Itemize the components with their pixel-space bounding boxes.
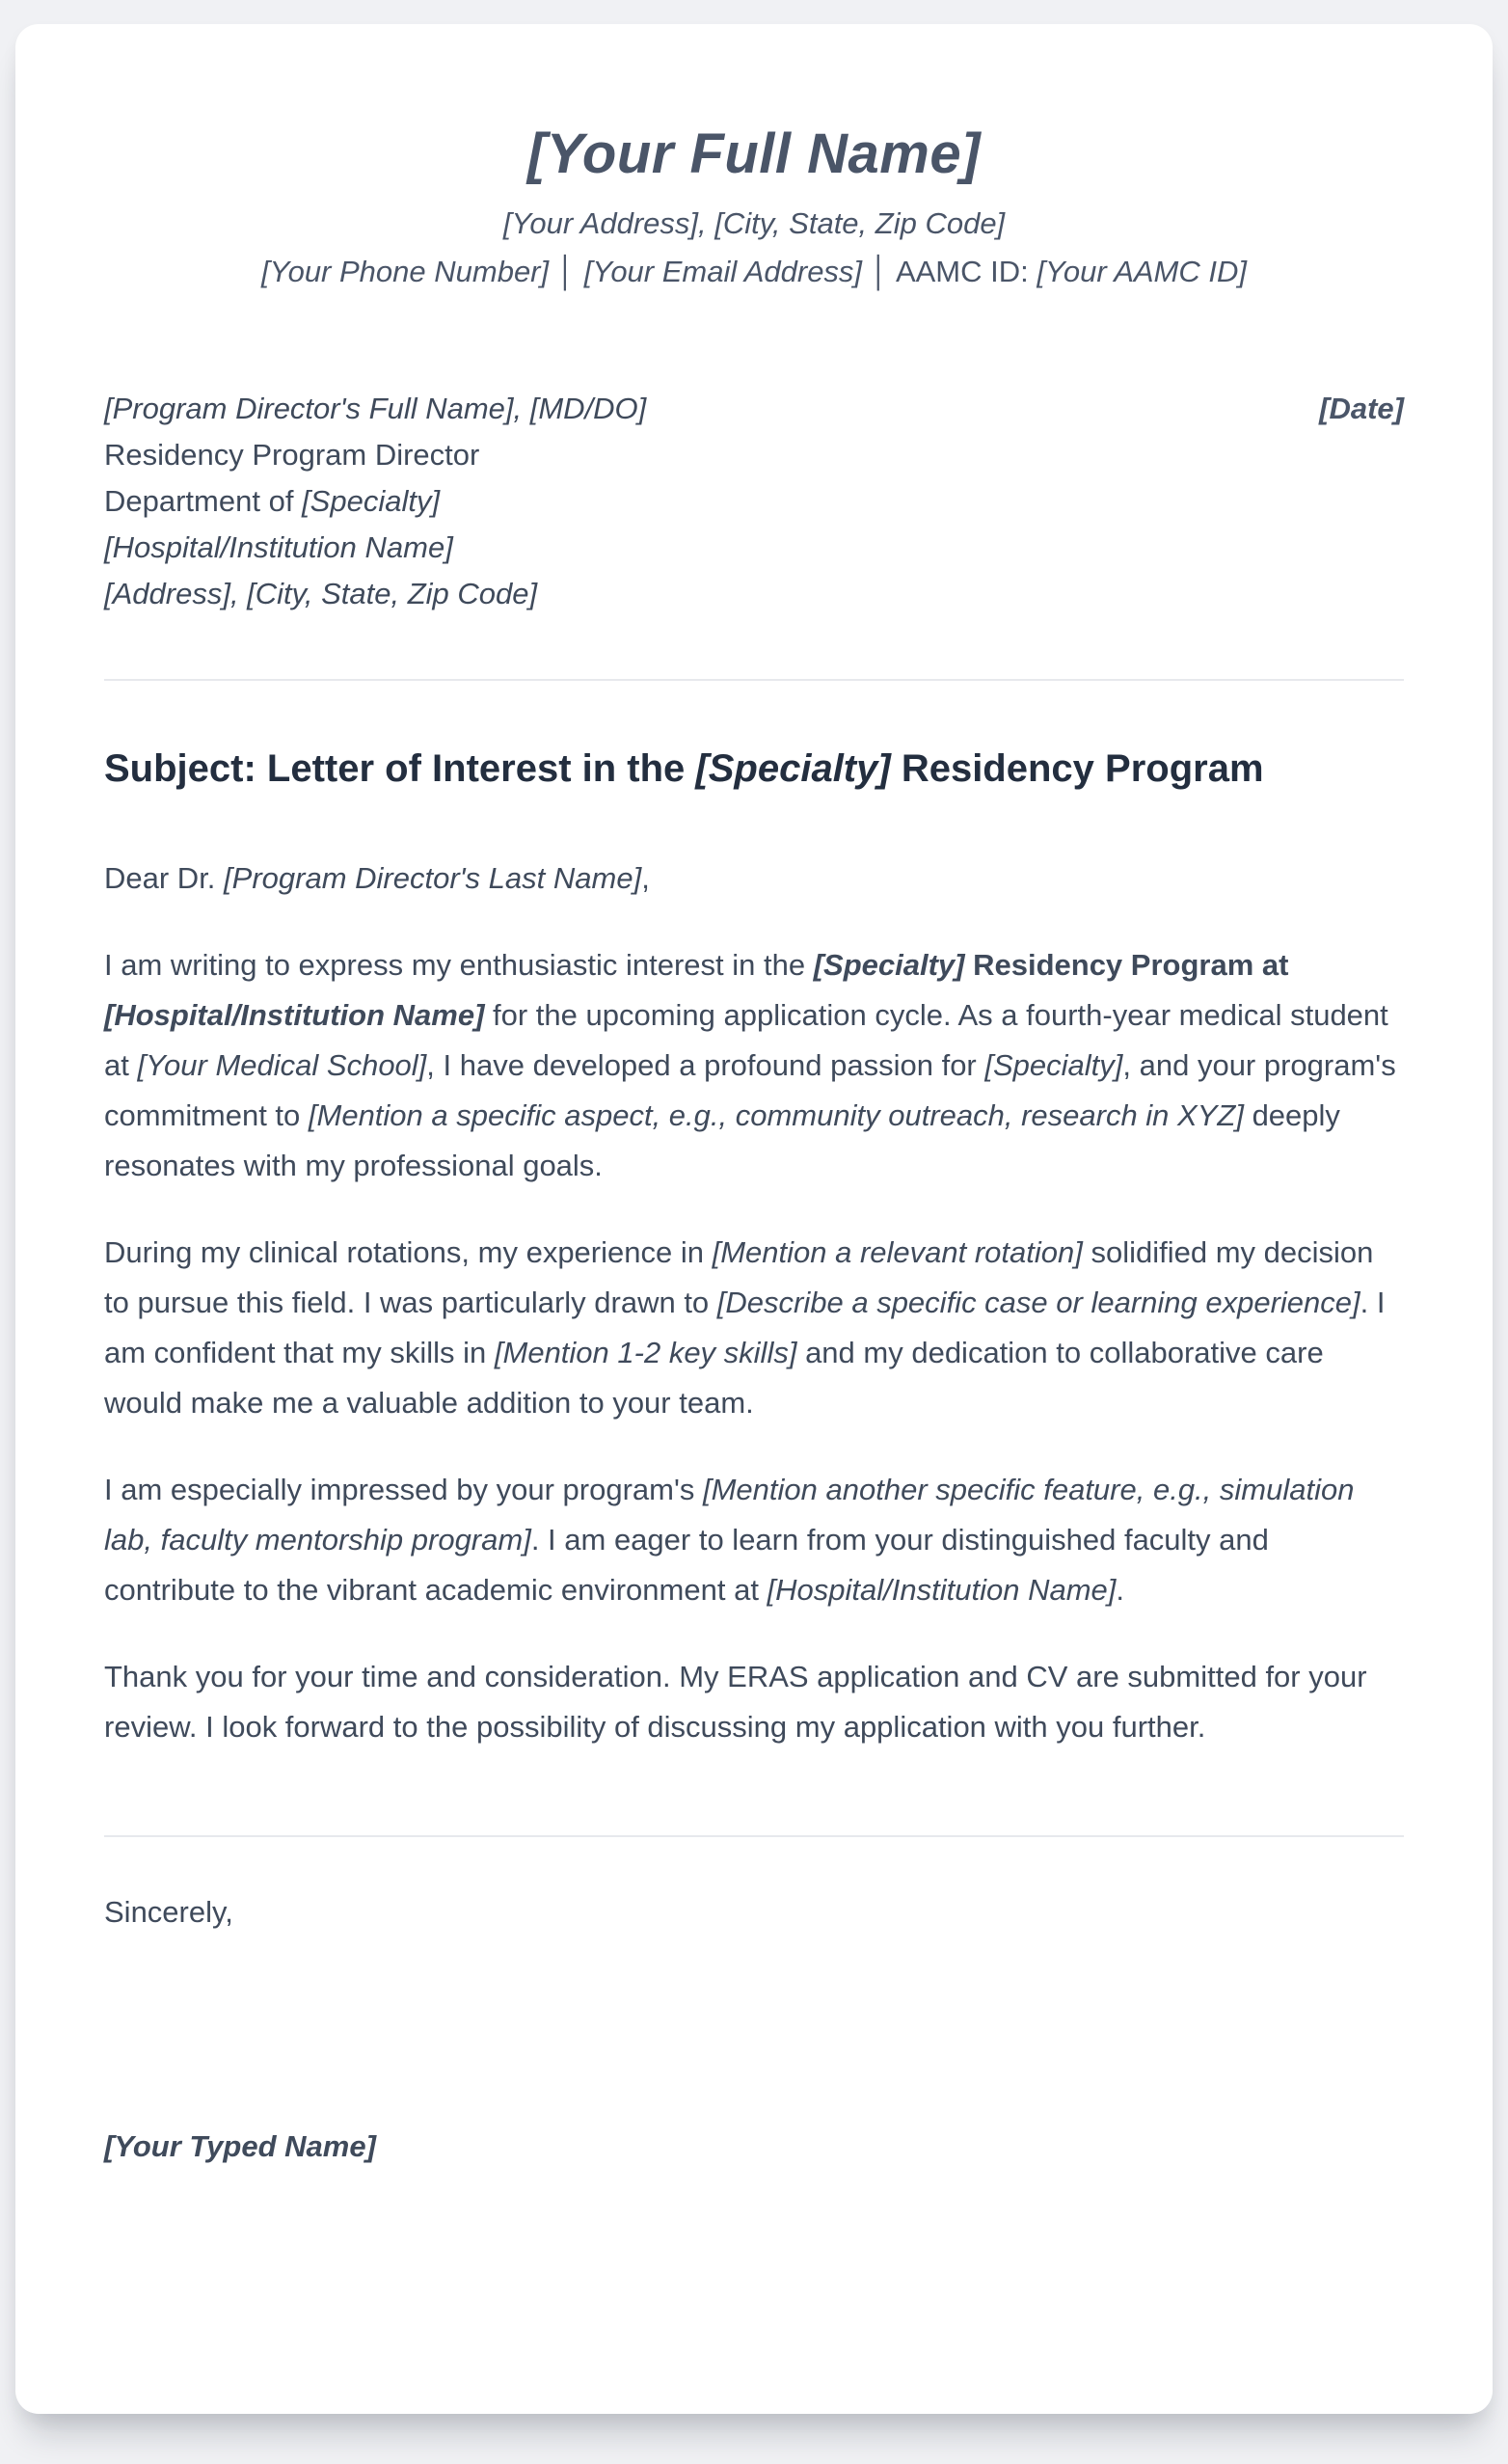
- body-paragraph-2: [104, 1228, 1404, 1428]
- text-segment: [Hospital/Institution Name]: [104, 530, 453, 564]
- text-segment: [Your Address], [City, State, Zip Code]: [502, 206, 1006, 240]
- recipient-address: [104, 571, 1404, 617]
- bottom-divider: [104, 1835, 1404, 1837]
- text-segment: [Specialty]: [695, 747, 891, 790]
- applicant-name-heading: [Your Full Name]: [527, 122, 981, 185]
- body-paragraph-3: [104, 1465, 1404, 1615]
- text-segment: Thank you for your time and consideration. My ERAS application and CV are submitted for your review. I look forward to the possibility of discussing my application with you further.: [104, 1660, 1367, 1744]
- text-segment: [Address], [City, State, Zip Code]: [104, 577, 538, 610]
- body-paragraph-4: [104, 1652, 1404, 1752]
- applicant-contact-line: [104, 248, 1404, 296]
- subject-line: [104, 745, 1404, 792]
- text-segment: Department of: [104, 484, 303, 518]
- text-segment: , I have developed a profound passion for: [426, 1048, 985, 1082]
- text-segment: [Specialty]: [984, 1048, 1123, 1082]
- text-segment: [Mention another specific feature, e.g., simulation lab, faculty mentorship program]: [104, 1473, 1355, 1557]
- text-segment: solidified my decision to pursue this field. I was particularly drawn to: [104, 1235, 1374, 1319]
- letter-document: [15, 24, 1493, 2414]
- text-segment: . I am confident that my skills in: [104, 1286, 1386, 1369]
- text-segment: [Mention 1-2 key skills]: [494, 1336, 797, 1369]
- text-segment: for the upcoming application cycle. As a fourth-year medical student at: [104, 998, 1388, 1082]
- text-segment: , and your program's commitment to: [104, 1048, 1396, 1132]
- text-segment: deeply resonates with my professional goals.: [104, 1098, 1340, 1182]
- letter-header: [104, 121, 1404, 296]
- recipient-name-date-row: [104, 386, 1404, 432]
- signature-typed-name: [Your Typed Name]: [104, 2129, 376, 2163]
- text-segment: . I am eager to learn from your distinguished faculty and contribute to the vibrant academic environment at: [104, 1523, 1269, 1607]
- letter-date: [Date]: [1319, 392, 1404, 425]
- text-segment: │: [862, 255, 896, 288]
- text-segment: [Hospital/Institution Name]: [767, 1573, 1117, 1607]
- text-segment: [Specialty]: [813, 948, 965, 982]
- text-segment: Dear Dr.: [104, 861, 225, 895]
- closing-salutation: Sincerely,: [104, 1895, 233, 1929]
- recipient-title: [104, 432, 1404, 478]
- recipient-name: [104, 386, 646, 432]
- applicant-address-line: [104, 200, 1404, 248]
- text-segment: [Hospital/Institution Name]: [104, 998, 485, 1032]
- body-paragraph-1: [104, 940, 1404, 1191]
- text-segment: [Specialty]: [302, 484, 441, 518]
- text-segment: During my clinical rotations, my experience in: [104, 1235, 713, 1269]
- text-segment: Residency Program at: [964, 948, 1289, 982]
- text-segment: [Mention a relevant rotation]: [712, 1235, 1083, 1269]
- text-segment: and my dedication to collaborative care would make me a valuable addition to your team.: [104, 1336, 1324, 1420]
- text-segment: [Your AAMC ID]: [1037, 255, 1247, 288]
- text-segment: .: [1116, 1573, 1124, 1607]
- text-segment: ,: [641, 861, 650, 895]
- text-segment: [Your Email Address]: [583, 255, 863, 288]
- text-segment: [Describe a specific case or learning experience]: [716, 1286, 1360, 1319]
- text-segment: [Your Medical School]: [137, 1048, 427, 1082]
- salutation: [104, 853, 1404, 904]
- text-segment: [Program Director's Last Name]: [224, 861, 642, 895]
- recipient-block: [104, 386, 1404, 617]
- text-segment: [Mention a specific aspect, e.g., community outreach, research in XYZ]: [308, 1098, 1244, 1132]
- text-segment: I am especially impressed by your program's: [104, 1473, 703, 1506]
- text-segment: I am writing to express my enthusiastic interest in the: [104, 948, 814, 982]
- text-segment: [Program Director's Full Name], [MD/DO]: [104, 392, 647, 425]
- text-segment: Residency Program Director: [104, 438, 480, 472]
- text-segment: AAMC ID:: [895, 255, 1037, 288]
- recipient-institution: [104, 525, 1404, 571]
- text-segment: Residency Program: [890, 747, 1264, 790]
- top-divider: [104, 679, 1404, 681]
- text-segment: │: [549, 255, 584, 288]
- text-segment: Subject: Letter of Interest in the: [104, 747, 696, 790]
- text-segment: [Your Phone Number]: [261, 255, 550, 288]
- recipient-department: [104, 478, 1404, 525]
- applicant-contact-block: [104, 200, 1404, 296]
